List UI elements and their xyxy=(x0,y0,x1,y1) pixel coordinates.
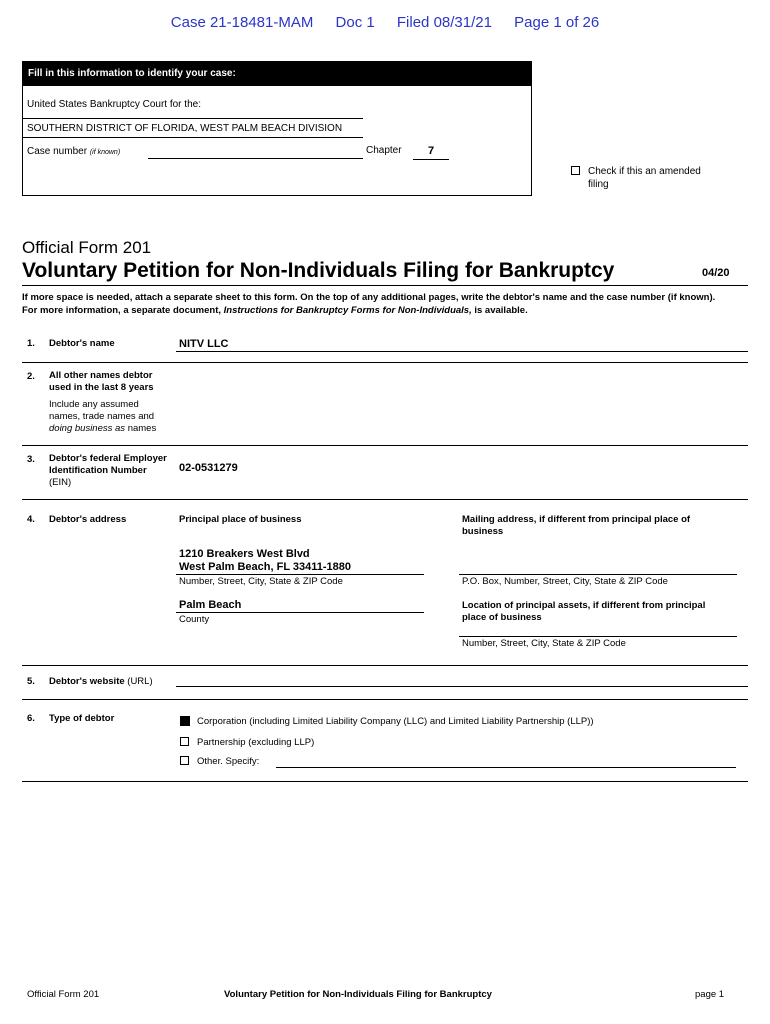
case-number-hint: (if known) xyxy=(89,149,121,156)
title-rule xyxy=(22,285,748,286)
case-number-field[interactable] xyxy=(148,146,363,159)
amended-filing-label: Check if this an amended xyxy=(588,166,701,177)
row-divider xyxy=(22,665,748,666)
divider xyxy=(23,118,363,119)
q1-label: Debtor's name xyxy=(49,338,115,349)
q4-number: 4. xyxy=(27,514,35,525)
q2-hint-2: names, trade names and xyxy=(49,411,155,422)
website-field[interactable] xyxy=(176,686,748,687)
debtor-name-line xyxy=(176,351,748,352)
page-count-stamp: Page 1 of 26 xyxy=(514,14,600,31)
corporation-checkbox[interactable] xyxy=(180,716,190,726)
debtor-name-value[interactable]: NITV LLC xyxy=(179,338,229,350)
q6-label: Type of debtor xyxy=(49,713,115,724)
footer-form-title: Voluntary Petition for Non-Individuals Filing for Bankruptcy xyxy=(224,989,492,1000)
principal-assets-caption: Number, Street, City, State & ZIP Code xyxy=(462,638,626,649)
case-identification-box xyxy=(22,61,532,196)
other-checkbox[interactable] xyxy=(180,756,189,765)
principal-city-state-zip: West Palm Beach, FL 33411-1880 xyxy=(179,561,352,573)
q3-label-2: Identification Number xyxy=(49,465,147,476)
court-filing-stamp xyxy=(0,14,770,31)
corporation-option-label: Corporation (including Limited Liability Company (LLC) and Limited Liability Partnership (LLP)) xyxy=(197,716,594,727)
q2-hint: Include any assumed xyxy=(49,399,139,410)
footer-form-number: Official Form 201 xyxy=(27,989,100,1000)
chapter-label: Chapter xyxy=(366,145,402,156)
principal-address-caption: Number, Street, City, State & ZIP Code xyxy=(179,576,343,587)
divider xyxy=(23,137,363,138)
mailing-address-caption: P.O. Box, Number, Street, City, State & ZIP Code xyxy=(462,576,668,587)
q1-number: 1. xyxy=(27,338,35,349)
principal-address-field[interactable] xyxy=(179,548,351,574)
q2-label-2: used in the last 8 years xyxy=(49,382,154,393)
partnership-checkbox[interactable] xyxy=(180,737,189,746)
court-label: United States Bankruptcy Court for the: xyxy=(27,99,201,110)
doc-number-stamp: Doc 1 xyxy=(335,14,375,31)
instructions xyxy=(22,291,762,317)
form-title: Voluntary Petition for Non-Individuals Filing for Bankruptcy xyxy=(22,259,615,282)
instructions-line-2: For more information, a separate document, Instructions for Bankruptcy Forms for Non-Individuals, is available. xyxy=(22,305,528,316)
principal-assets-heading: Location of principal assets, if different from principal xyxy=(462,600,706,611)
q2-label: All other names debtor xyxy=(49,370,153,381)
q5-label: Debtor's website (URL) xyxy=(49,676,153,687)
row-divider xyxy=(22,781,748,782)
row-divider xyxy=(22,499,748,500)
address-line xyxy=(176,574,424,575)
filed-date-stamp: Filed 08/31/21 xyxy=(396,14,492,31)
partnership-option-label: Partnership (excluding LLP) xyxy=(197,737,315,748)
ein-value[interactable]: 02-0531279 xyxy=(179,462,238,474)
footer-page-number: page 1 xyxy=(695,989,725,1000)
case-identification-heading: Fill in this information to identify your case: xyxy=(23,62,531,86)
other-specify-field[interactable] xyxy=(276,767,736,768)
form-revision: 04/20 xyxy=(702,267,730,279)
mailing-address-heading: Mailing address, if different from principal place of xyxy=(462,514,691,525)
mailing-address-field[interactable] xyxy=(459,574,737,575)
q2-number: 2. xyxy=(27,371,35,382)
principal-assets-field[interactable] xyxy=(459,636,737,637)
q3-number: 3. xyxy=(27,454,35,465)
principal-place-heading: Principal place of business xyxy=(179,514,302,525)
q6-number: 6. xyxy=(27,713,35,724)
case-number-label: Case number xyxy=(27,146,88,157)
q5-number: 5. xyxy=(27,676,35,687)
amended-filing-label-2: filing xyxy=(588,179,609,190)
county-value[interactable]: Palm Beach xyxy=(179,599,242,611)
county-caption: County xyxy=(179,614,210,625)
row-divider xyxy=(22,699,748,700)
case-number-stamp: Case 21-18481-MAM xyxy=(170,14,314,31)
q3-label: Debtor's federal Employer xyxy=(49,453,167,464)
county-line xyxy=(176,612,424,613)
row-divider xyxy=(22,445,748,446)
q2-hint-3: doing business as names xyxy=(49,423,157,434)
row-divider xyxy=(22,362,748,363)
instructions-line-1: If more space is needed, attach a separate sheet to this form. On the top of any additional pages, write the debtor's name and the case number (if known). xyxy=(22,292,716,303)
mailing-address-heading-2: business xyxy=(462,526,504,537)
q3-hint: (EIN) xyxy=(49,477,72,488)
district-field[interactable]: SOUTHERN DISTRICT OF FLORIDA, WEST PALM BEACH DIVISION xyxy=(27,123,343,134)
form-number: Official Form 201 xyxy=(22,238,152,257)
q4-label: Debtor's address xyxy=(49,514,127,525)
principal-assets-heading-2: place of business xyxy=(462,612,542,623)
principal-street: 1210 Breakers West Blvd xyxy=(179,548,310,560)
other-option-label: Other. Specify: xyxy=(197,756,260,767)
amended-filing-checkbox[interactable] xyxy=(571,166,580,175)
chapter-field[interactable]: 7 xyxy=(413,145,449,160)
